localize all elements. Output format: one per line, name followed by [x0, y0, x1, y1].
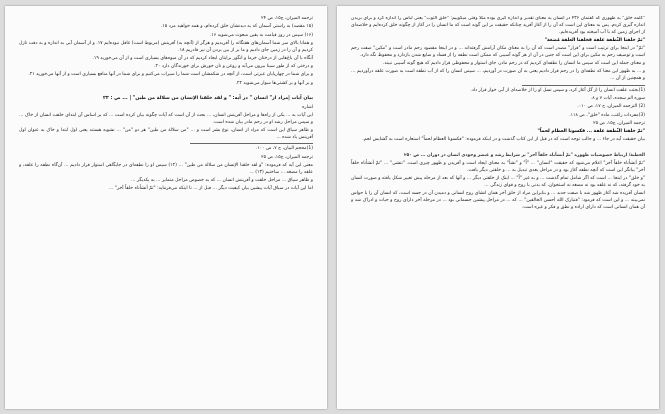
page-left: [5, 6, 327, 409]
page-right: [337, 6, 659, 409]
paragraph: و ... به ظهور این معنا که نطفه‌ای را در رحم قرار دادیم یعنی به آن صورت در آوردیم، ... سپس انسان را که از آب نطفه است به صورت علقه درآوردیم ... و همچنین از آن ...: [351, 69, 645, 81]
footnote: (2) الترجمه المیزان، ج ۱۷، ص ۰۱۰.: [577, 104, 645, 110]
footnote: (3)مفردات راغب، ماده "خلق"، ص ۱۱۸.: [569, 112, 645, 118]
paragraph: انسان آفریده شد آغاز ظهور شد با صفت جدید ... و بنابراین مراد از خلق آخر همان انشای روح انسانی و دمیدن آن در جسد است، که انسان آن را با حواس نمی‌بیند ... و این است که فرمود: "فتبارک الله أحسن الخالقین" ... که ... در مراحل پیشین جسمانی بود ... در مرحله آخر دارای روح و حیات و ادراک شد و آن همان انسانی است که دارای اراده و نطق و فکر و غیره است.: [351, 191, 645, 210]
right-page-text: [351, 16, 645, 403]
verse-translation: (۱۶) سپس در روز قیامت به یقین مبعوث می‌شوید ۱۶.: [209, 32, 313, 38]
paragraph: و معنای جمله این است که سپس ما انسان را نطفه‌ای کردیم که در رحم مادر، جای استوار و محفوظی قرار دادیم که هیچ گونه آسیبی نبیند.: [382, 61, 645, 66]
footnote: سوره الم سجده، آیات ۷ و ۸.: [590, 96, 645, 101]
verse-translation: و برای شما در چهارپایان عبرتی است، از آنچه در شکمشان است شما را سیراب می‌کنیم و برای شما در آنها منافع بسیاری است و از آنها می‌خورید ۲۱.: [28, 72, 313, 78]
paragraph: اما این آیات در سیاق آیات پیشین بیان کیفیت دیگر ... قبل از ... تا اینکه می‌فرماید: "ثمّ أنشأناه خلقاً آخر" ...: [108, 186, 313, 191]
footnote-divider: [190, 143, 313, 144]
footnote: (1)محجم البیان، ج ۷، ص ۱۰۰.: [255, 146, 313, 152]
source-reference: ترجمه المیزان، ج۱۵، ص ۲۴: [261, 16, 313, 21]
section-heading: بیان آیات |مراد از" انسان " در آیه: " و لقد خلقنا الإنسان من سلالة من طین" | ... ص : ۲۴: [102, 95, 313, 101]
paragraph: بیان حقیقت آیه در جاء ... و جالب توجه است که در قبل از این کتاب گذشت و در اینکه فرموده: "فکسونا العظام لحماً" استعاره است به گشایش لحم.: [362, 137, 645, 143]
paragraph: و ظاهر سیاق این است که مراد از انسان، نوع بشر است و ... "من سلالة من طین" هر دو "من" ... نشویه هستند یعنی اول ابتدا و خاک به عنوان اول آفرینش یاد شده ...: [19, 127, 313, 140]
quranic-quote: "ثمّ خلقنا النّطفة علقة ... فکسونا العظام لحماً": [537, 129, 645, 134]
verse-translation: و بر آنها و بر کشتی‌ها سوار می‌شوید ۲۲.: [235, 80, 313, 86]
source-reference: ترجمه المیزان، ج۱۵، ص ۲۵: [261, 154, 313, 160]
verse-translation: و درختی که از طور سینا بیرون می‌آید و روغن و نان خورش برای خورندگان دارد ۲۰.: [154, 64, 313, 69]
quranic-quote: "ثمّ خلقنا النّطفة علقة فخلقنا العلقة مُضغة": [544, 37, 645, 43]
paragraph: "ثمّ أنشأناه خلقاً آخر" اعلام می‌شود که حقیقت "انسان" ... "اً" و "نشأ" به معنای ایجاد است و آفریدن و ظهور چیزی است. "تنشی" ... "ثمّ أنشأناه خلقاً آخر" بیانگر این است که آنچه نطفه آغاز بود و در مراحل بعدی تبدیل به ... و خلقتی دیگر یافت.: [351, 161, 645, 173]
paragraph: "ثمّ" در اینجا برای ترتیب است و "قرار" مصدر است که آن را به معنای مکان آرامش گرفته‌اند ... و در اینجا مقصود رحم مادر است و "مکین" صفت رحم است و توصیف رحم به مکین برای این است که جنین در آن از هر گونه آسیبی که ممکن است نطفه را از فساد و ضایع شدن بازدارد و محفوظ نگه دارد.: [351, 46, 645, 58]
paragraph: و ظاهر سیاق ... مراحل خلقت و آفرینش انسان ... که به خصوص مراحل متمایز ... به یکدیگر ...: [131, 177, 313, 183]
verse-translation: (۱۵ مقصد) به راستی آسمان که به دیدنشان خلق کرده‌ام، و همه خواهید مرد ۱۵.: [160, 24, 313, 30]
paragraph: این آیات به ... یکی از راه‌ها و مراحل آفرینش انسان، ... بحث از آن است که آیات چگونه بیان کرده است ... که بر اساس آن ابتدای خلقت انسان از خاک ... و سپس مراحل رشد او در رحم مادر بیان شده است.: [19, 112, 313, 125]
verse-translation: آنگاه با آن باغ‌هایی از درختان خرما و انگور برایتان ایجاد کردیم که در آن میوه‌های بسیاری است و از آن می‌خورید ۱۹.: [92, 55, 313, 61]
footnote-divider: [522, 85, 645, 86]
paragraph: "و خلق" در اینجا ... است که اگر شامل تمام گذشت ... و به غیر "اً" ... اینک از خلقتی دیگر ... و آنها که بعد از مرحله پیش تغییر شکل یافته و صورت انسان به خود گرفته، که نه علقه بود نه مضغه نه استخوان، که بدنی با روح و قوای زندگی ...: [351, 176, 645, 188]
source-reference: ترجمه المیزان، ج۱۵، ص ۲۵: [593, 120, 645, 126]
paragraph: معنی این آیه که فرموده: "و لقد خلقنا الإنسان من سلالة من طین" ... (۱۲) سپس او را نطفه‌ای در جایگاهی استوار قرار دادیم ... آن‌گاه نطفه را علقه، و علقه را مضغه ... ساختیم (۱۳) ...: [19, 162, 313, 175]
footnote: (1)بحثت علقت انسان را از گل آغاز کرد، و سپس نسل او را از خلاصه‌ای از آبی خوار قرار داد.: [470, 87, 645, 93]
subheading: اشاره: [302, 104, 313, 110]
section-heading: الخطبة/ ارتباط خصوصیات ظهوره "ثمّ أنشأناه خلقاً آخر" بر شرایط رشد و عنصر وجودی انسان در دوران ... ص ۲۵۰: [403, 152, 645, 158]
left-page-text: [19, 16, 313, 403]
paragraph: "کلمه خلق" به ظهوری که گفتمان ۴۳۶ در انسان به معنای تقدیر و اندازه گیری بوده مثلاً وقتی میگوییم: "خلق الثوب" یعنی لباس را اندازه کرد و برای بریدن اندازه گیری کردم. پس به معنای این است که آن را از آغاز آفرید چنانکه حقیقت بر این گونه است که ما انسان را در آغاز از چگونه خلق کرده‌ایم و خلاصه‌ای از اجزای زمین که با آب آمیخته بود آفریده‌ایم.: [351, 16, 645, 35]
verse-translation: و همانا بالای سر شما آسمان‌های هفتگانه را آفریدیم و هرگز از (آنچه به) آفرینش (مربوط است) غافل نبوده‌ایم ۱۷. و از آسمان آبی به اندازه و به دقت نازل کردیم و آن را در زمین جای دادیم و ما بر از بین بردن آن نیز قادریم ۱۸.: [19, 40, 313, 53]
